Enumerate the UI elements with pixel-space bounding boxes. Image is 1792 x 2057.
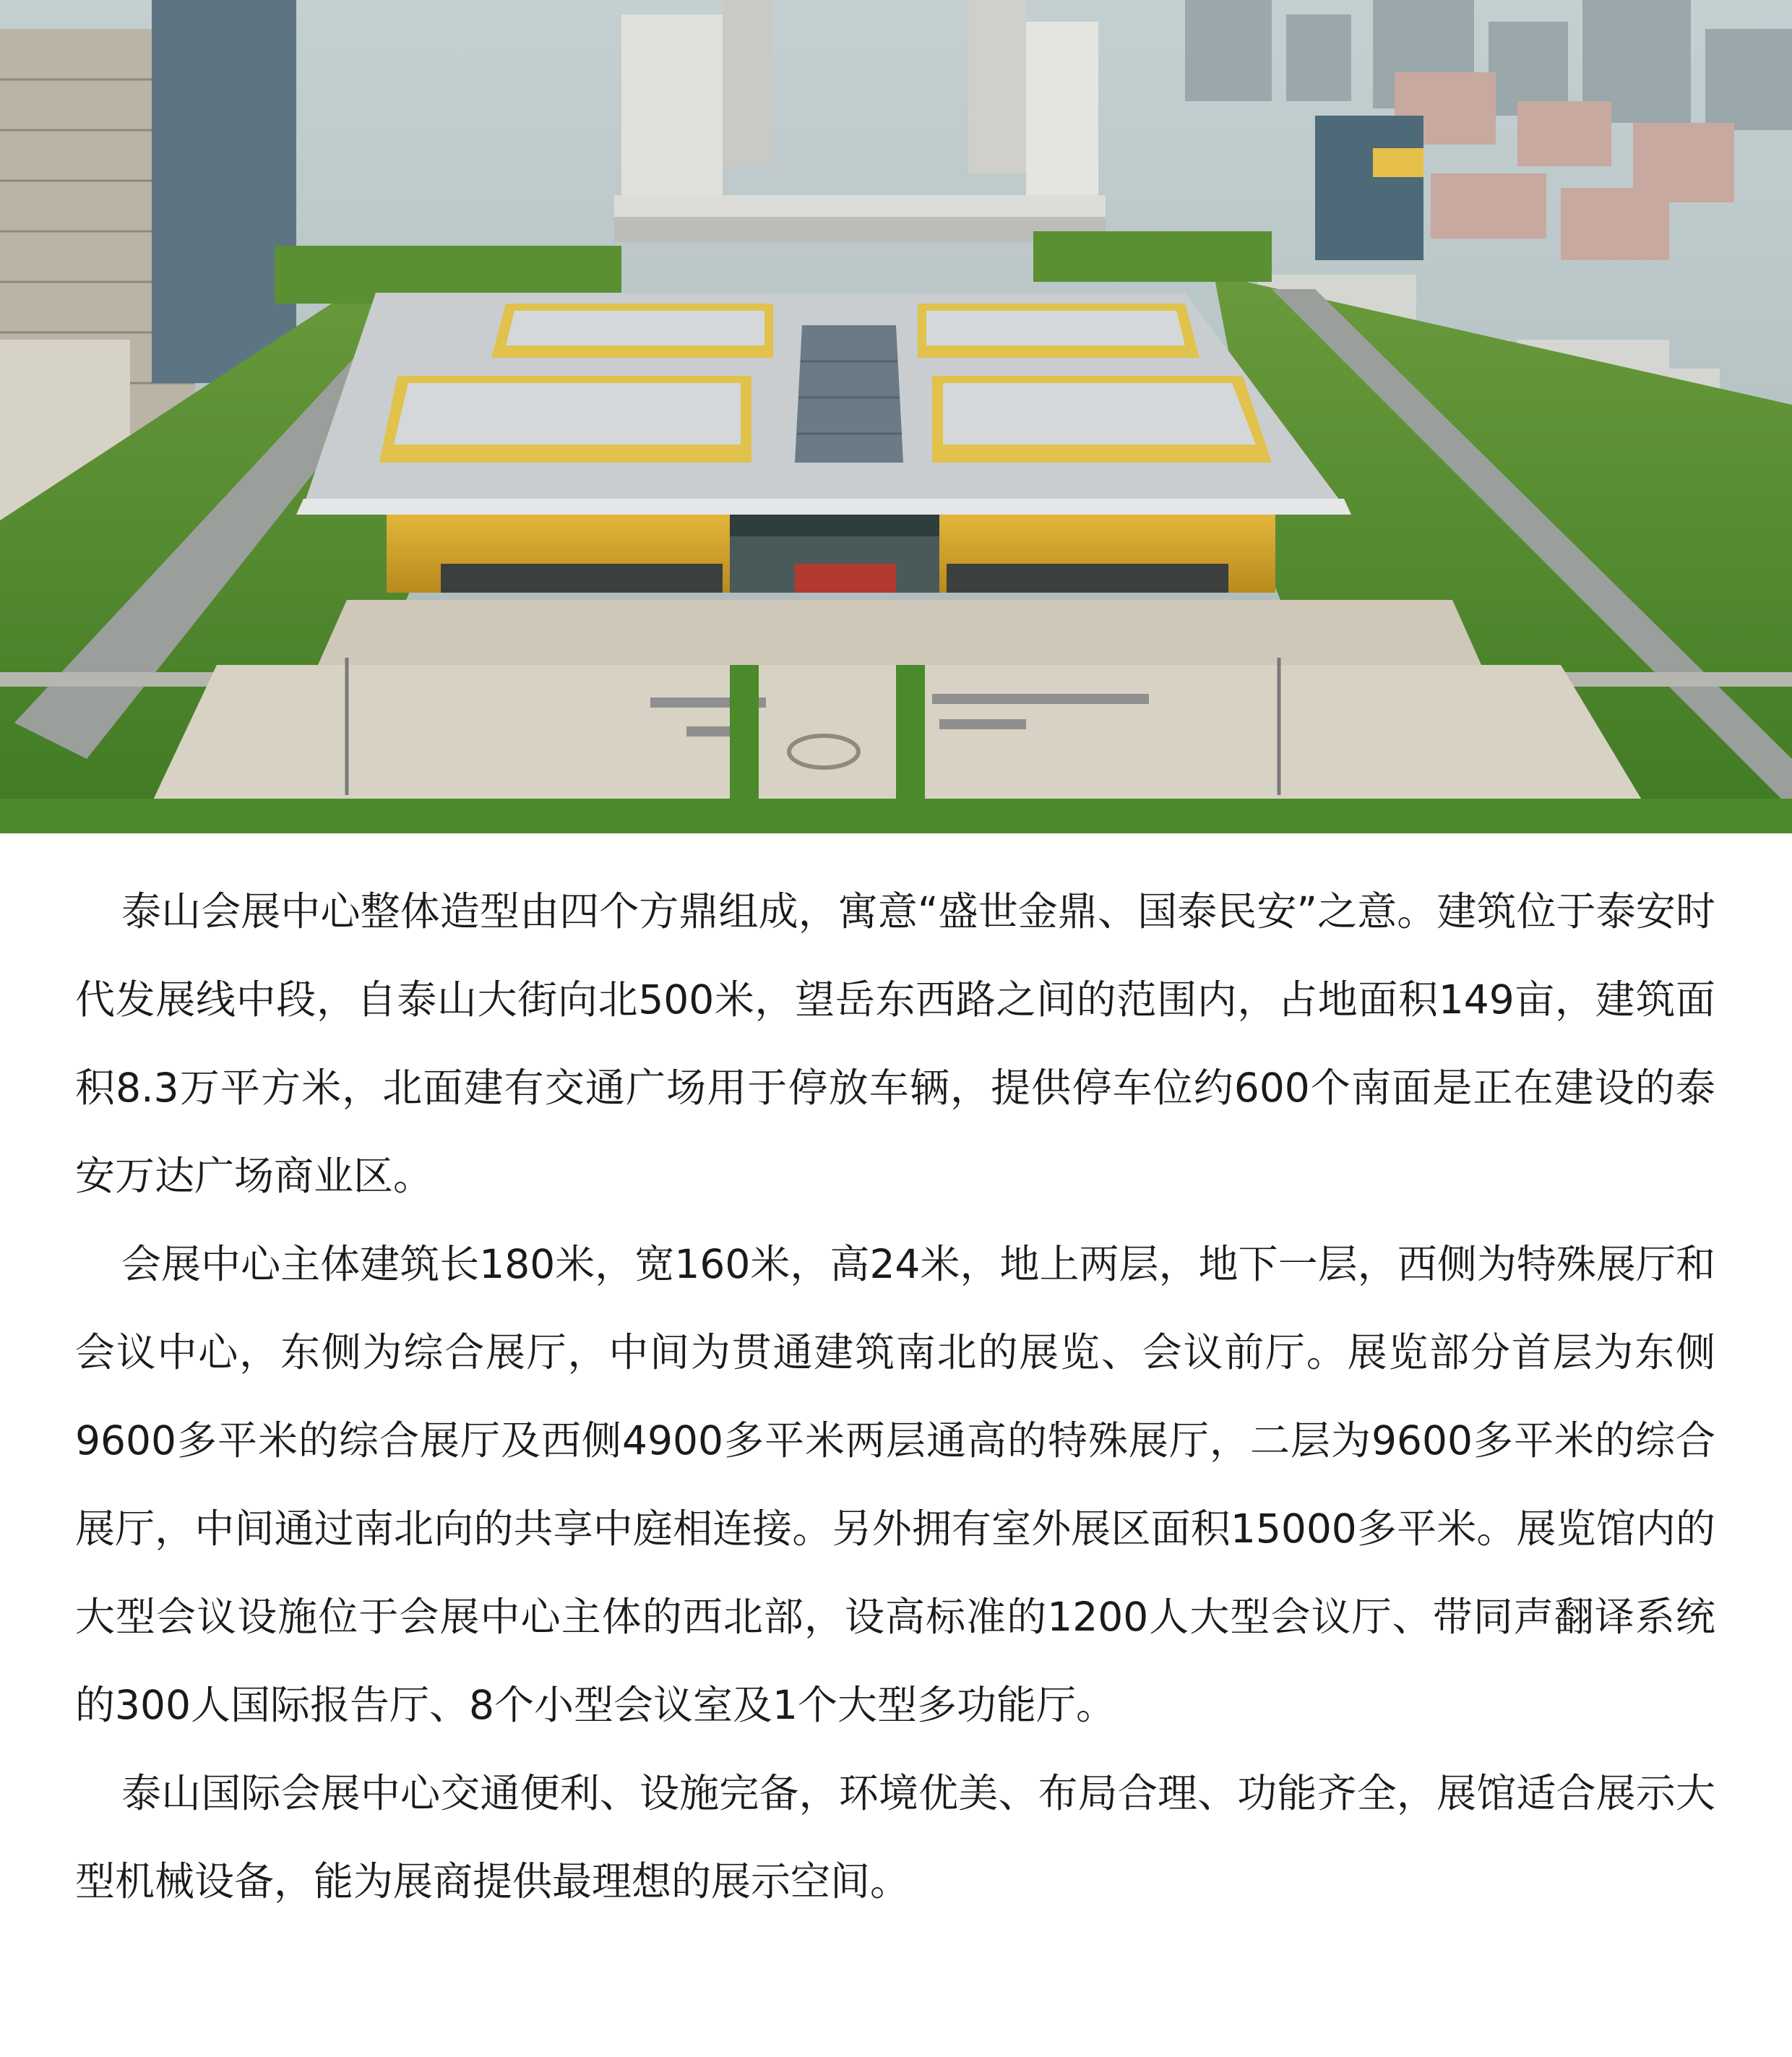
article-body <box>75 867 1715 1925</box>
aerial-photo-convention-center <box>0 0 1792 833</box>
article-paragraph-2: 会展中心主体建筑长180米，宽160米，高24米，地上两层，地下一层，西侧为特殊展厅和会议中心，东侧为综合展厅，中间为贯通建筑南北的展览、会议前厅。展览部分首层为东侧9600多平米的综合展厅及西侧4900多平米两层通高的特殊展厅，二层为9600多平米的综合展厅，中间通过南北向的共享中庭相连接。另外拥有室外展区面积15000多平米。展览馆内的大型会议设施位于会展中心主体的西北部，设高标准的1200人大型会议厅、带同声翻译系统的300人国际报告厅、8个小型会议室及1个大型多功能厅。 <box>75 1241 1715 1728</box>
article-paragraph-3: 泰山国际会展中心交通便利、设施完备，环境优美、布局合理、功能齐全，展馆适合展示大型机械设备，能为展商提供最理想的展示空间。 <box>75 1770 1715 1904</box>
article-paragraph-1: 泰山会展中心整体造型由四个方鼎组成，寓意“盛世金鼎、国泰民安”之意。建筑位于泰安时代发展线中段，自泰山大街向北500米，望岳东西路之间的范围内，占地面积149亩，建筑面积8.3万平方米，北面建有交通广场用于停放车辆，提供停车位约600个南面是正在建设的泰安万达广场商业区。 <box>75 888 1715 1199</box>
